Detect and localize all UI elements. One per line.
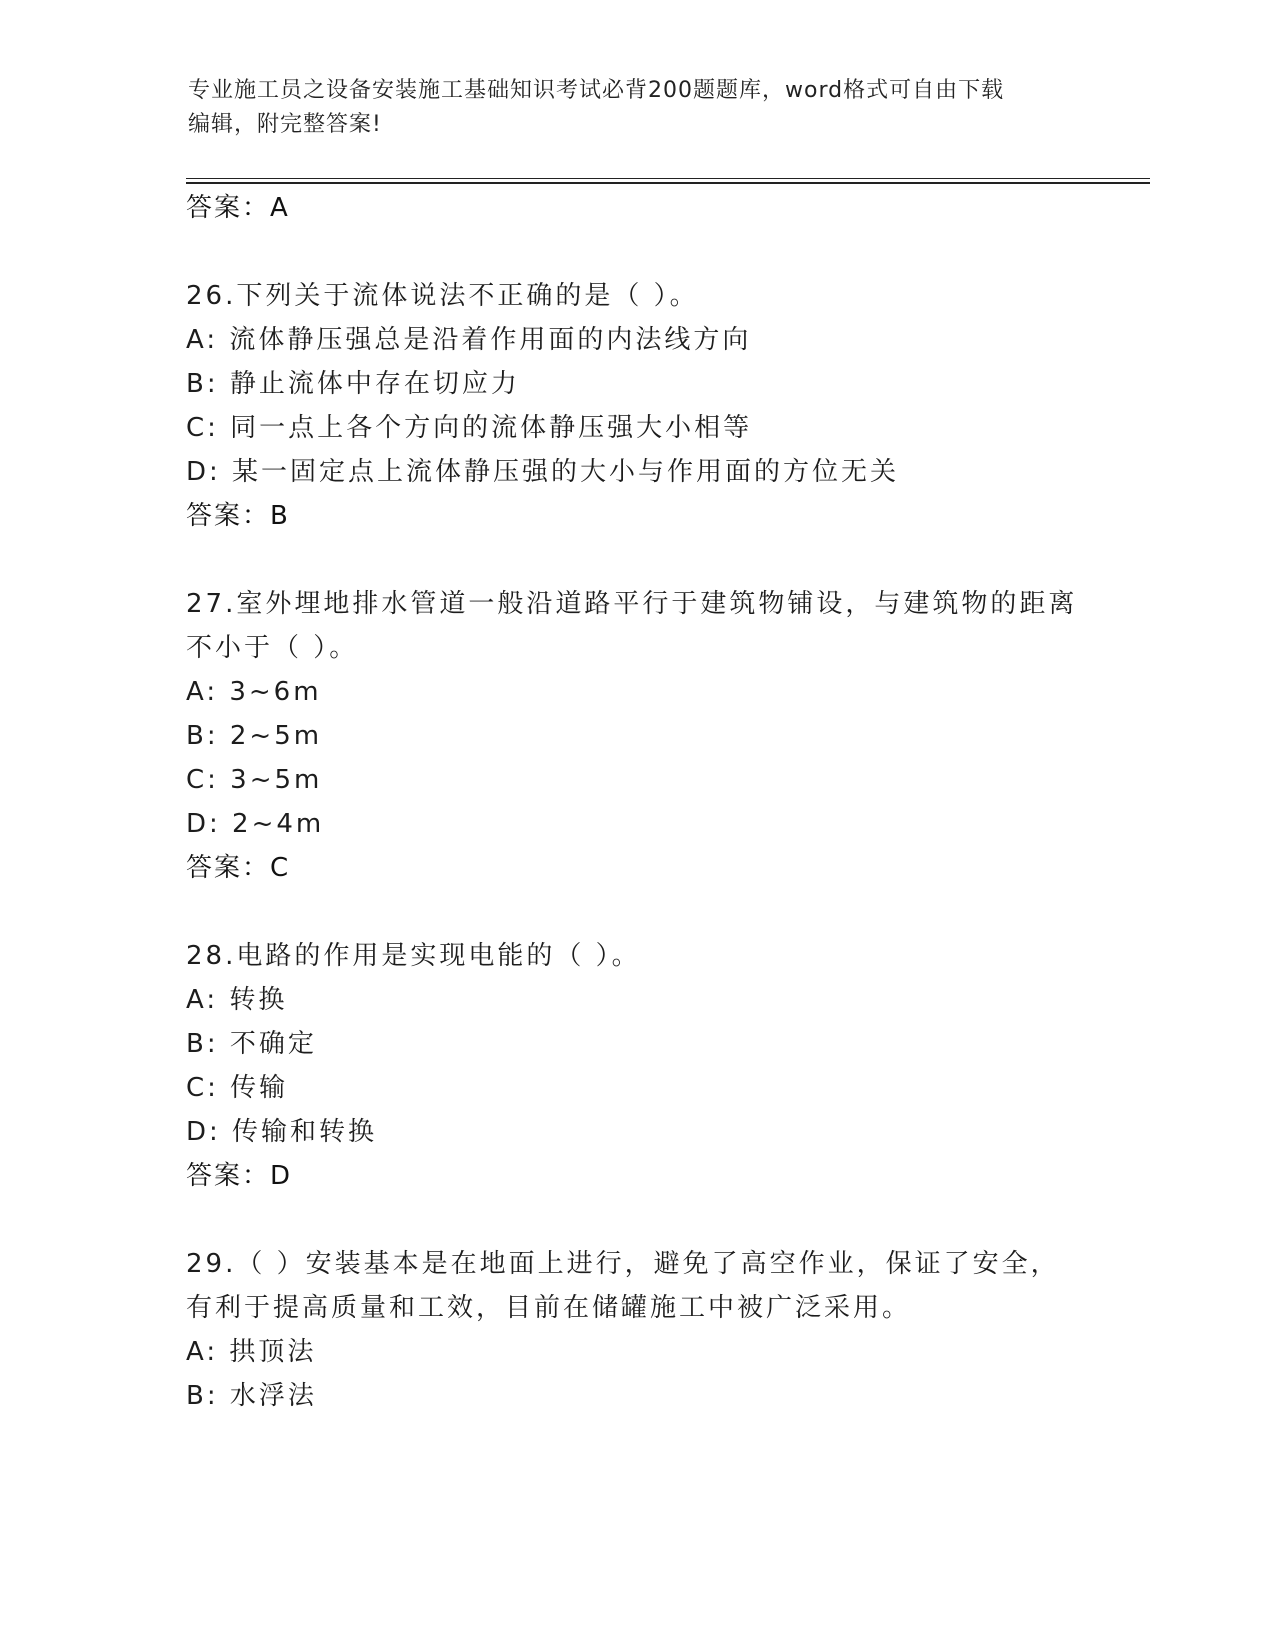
answer-25: 答案：A <box>186 193 290 223</box>
question-27-text-line-2: 不小于（ ）。 <box>186 633 359 663</box>
question-26-option-c: C: 同一点上各个方向的流体静压强大小相等 <box>186 413 753 443</box>
header-line-1: 专业施工员之设备安装施工基础知识考试必背200题题库，word格式可自由下载 <box>188 78 1005 103</box>
document-header <box>188 74 1078 142</box>
question-27-option-d: D: 2~4m <box>186 809 325 839</box>
question-27-text-line-1: 27.室外埋地排水管道一般沿道路平行于建筑物铺设，与建筑物的距离 <box>186 589 1078 619</box>
header-divider-thin <box>186 178 1150 179</box>
question-29-text-line-1: 29.（ ）安装基本是在地面上进行，避免了高空作业，保证了安全， <box>186 1249 1060 1279</box>
header-line-2: 编辑，附完整答案! <box>188 112 382 137</box>
question-26-option-d: D: 某一固定点上流体静压强的大小与作用面的方位无关 <box>186 457 900 487</box>
header-divider-thick <box>186 182 1150 184</box>
question-26-answer: 答案：B <box>186 501 290 531</box>
question-29-text-line-2: 有利于提高质量和工效，目前在储罐施工中被广泛采用。 <box>186 1293 912 1323</box>
question-27-option-c: C: 3~5m <box>186 765 323 795</box>
question-28-text: 28.电路的作用是实现电能的（ ）。 <box>186 941 641 971</box>
question-26-text: 26.下列关于流体说法不正确的是（ ）。 <box>186 281 699 311</box>
question-26-option-a: A: 流体静压强总是沿着作用面的内法线方向 <box>186 325 752 355</box>
question-28-option-a: A: 转换 <box>186 985 288 1015</box>
question-28-option-c: C: 传输 <box>186 1073 289 1103</box>
question-26-option-b: B: 静止流体中存在切应力 <box>186 369 520 399</box>
question-28-option-b: B: 不确定 <box>186 1029 317 1059</box>
question-27-option-a: A: 3~6m <box>186 677 322 707</box>
question-28-answer: 答案：D <box>186 1161 293 1191</box>
question-29-option-a: A: 拱顶法 <box>186 1337 317 1367</box>
question-27-answer: 答案：C <box>186 853 291 883</box>
question-27-option-b: B: 2~5m <box>186 721 323 751</box>
question-28-option-d: D: 传输和转换 <box>186 1117 378 1147</box>
question-29-option-b: B: 水浮法 <box>186 1381 317 1411</box>
